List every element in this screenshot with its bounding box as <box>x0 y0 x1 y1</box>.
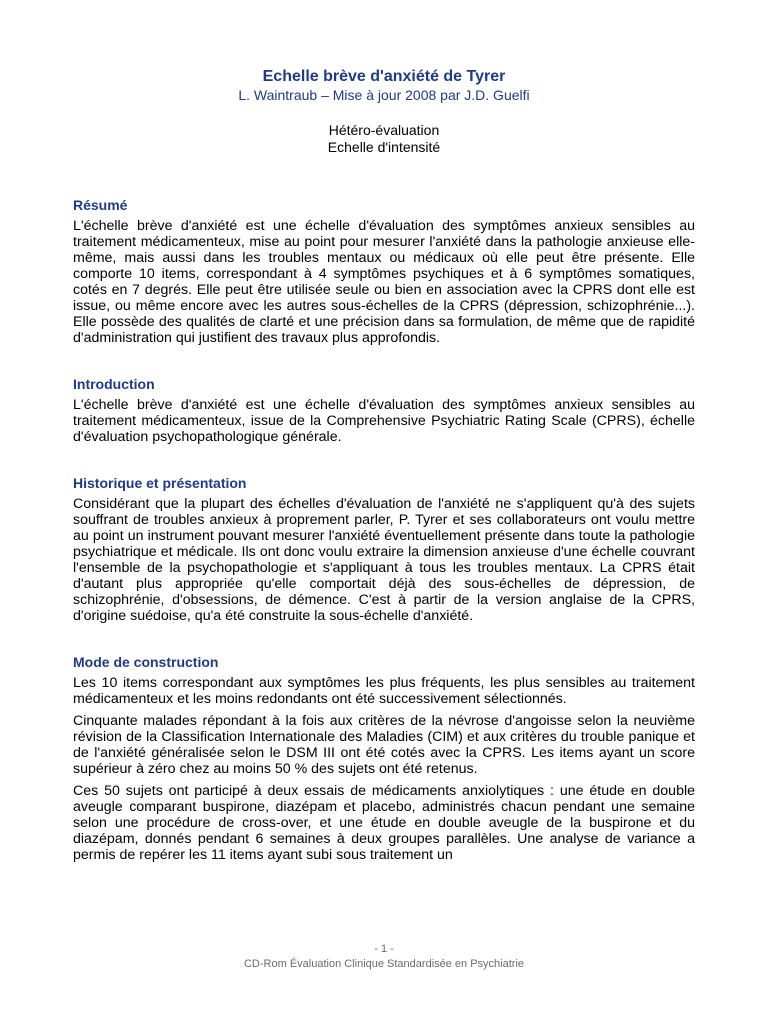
scale-type-line-1: Hétéro-évaluation <box>328 122 440 138</box>
document-subtitle: L. Waintraub – Mise à jour 2008 par J.D. Guelfi <box>238 87 530 103</box>
section-heading-historique: Historique et présentation <box>73 475 247 491</box>
scale-type-line-2: Echelle d'intensité <box>327 139 441 155</box>
paragraph: Cinquante malades répondant à la fois aux critères de la névrose d'angoisse selon la neuvième révision de la Classification Internationale des Maladies (CIM) et aux critères du trouble panique et de l'anxiété généralisée selon le DSM III ont été cotés avec la CPRS. Les items ayant un score supérieur à zéro chez au moins 50 % des sujets ont été retenus. <box>73 713 695 777</box>
paragraph: L'échelle brève d'anxiété est une échelle d'évaluation des symptômes anxieux sensibles au traitement médicamenteux, mise au point pour mesurer l'anxiété dans la pathologie anxieuse elle-même, mais aussi dans les troubles mentaux ou médicaux où elle peut être présente. Elle comporte 10 items, correspondant à 4 symptômes psychiques et à 6 symptômes somatiques, cotés en 7 degrés. Elle peut être utilisée seule ou bien en association avec la CPRS dont elle est issue, ou même encore avec les autres sous-échelles de la CPRS (dépression, schizophrénie...). Elle possède des qualités de clarté et une précision dans sa formulation, de même que de rapidité d'administration qui justifient des travaux plus approfondis. <box>73 218 695 346</box>
document-title: Echelle brève d'anxiété de Tyrer <box>262 68 506 85</box>
footer-source: CD-Rom Évaluation Clinique Standardisée en Psychiatrie <box>243 958 525 970</box>
scale-type <box>73 122 695 156</box>
section-heading-mode: Mode de construction <box>73 654 219 670</box>
section-heading-introduction: Introduction <box>73 376 155 392</box>
section-historique <box>73 475 695 624</box>
section-mode-de-construction <box>73 654 695 863</box>
paragraph: Les 10 items correspondant aux symptômes les plus fréquents, les plus sensibles au traitement médicamenteux et les moins redondants ont été successivement sélectionnés. <box>73 675 695 707</box>
page-number: - 1 - <box>374 943 394 955</box>
section-resume <box>73 197 695 346</box>
paragraph: L'échelle brève d'anxiété est une échelle d'évaluation des symptômes anxieux sensibles au traitement médicamenteux, issue de la Comprehensive Psychiatric Rating Scale (CPRS), échelle d'évaluation psychopathologique générale. <box>73 397 695 445</box>
paragraph: Considérant que la plupart des échelles d'évaluation de l'anxiété ne s'appliquent qu'à des sujets souffrant de troubles anxieux à proprement parler, P. Tyrer et ses collaborateurs ont voulu mettre au point un instrument pouvant mesurer l'anxiété éventuellement présente dans toute la pathologie psychiatrique et médicale. Ils ont donc voulu extraire la dimension anxieuse d'une échelle couvrant l'ensemble de la psychopathologie et s'appliquant à tous les troubles mentaux. La CPRS était d'autant plus appropriée qu'elle comportait déjà des sous-échelles de dépression, de schizophrénie, d'obsessions, de démence. C'est à partir de la version anglaise de la CPRS, d'origine suédoise, qu'a été construite la sous-échelle d'anxiété. <box>73 496 695 624</box>
section-heading-resume: Résumé <box>73 197 128 213</box>
document-page <box>73 67 695 863</box>
paragraph: Ces 50 sujets ont participé à deux essais de médicaments anxiolytiques : une étude en double aveugle comparant buspirone, diazépam et placebo, administrés chacun pendant une semaine selon une procédure de cross-over, et une étude en double aveugle de la buspirone et du diazépam, donnés pendant 6 semaines à deux groupes parallèles. Une analyse de variance a permis de repérer les 11 items ayant subi sous traitement un <box>73 783 695 863</box>
section-introduction <box>73 376 695 445</box>
